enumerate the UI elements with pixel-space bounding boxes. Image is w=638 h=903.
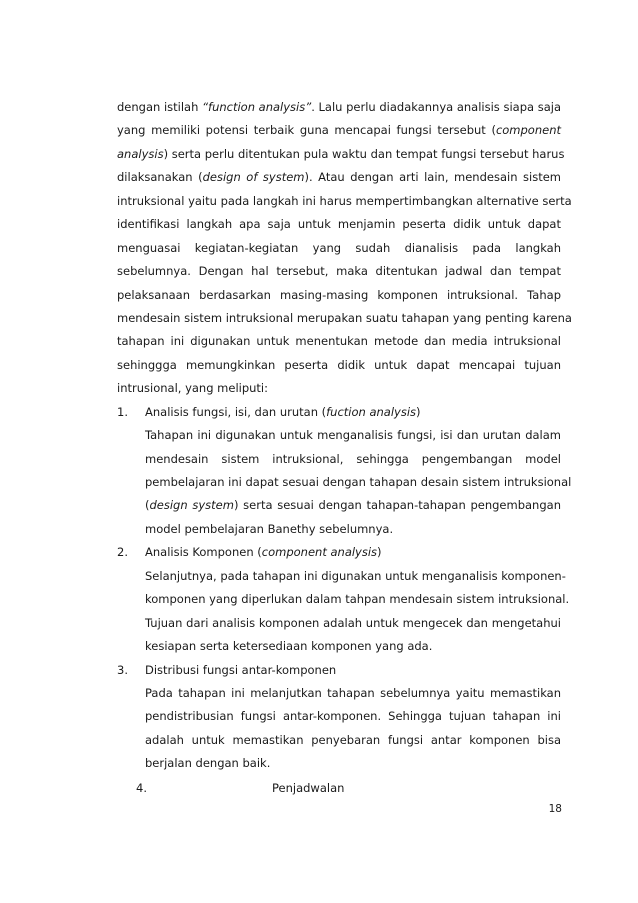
list-heading: Distribusi fungsi antar-komponen	[145, 662, 337, 677]
text-line: (design system) serta sesuai dengan tahapan-tahapan pengembangan	[145, 498, 561, 513]
italic-term: component	[495, 123, 561, 138]
text-line: berjalan dengan baik.	[145, 756, 271, 771]
text-line: kesiapan serta ketersediaan komponen yang ada.	[145, 639, 433, 654]
text-line: Selanjutnya, pada tahapan ini digunakan untuk menganalisis komponen-	[145, 568, 566, 583]
list-item-3	[117, 659, 561, 776]
text-line: mendesain sistem intruksional merupakan suatu tahapan yang penting karena	[117, 310, 572, 325]
text-line: intrusional, yang meliputi:	[117, 381, 269, 396]
list-item-1	[117, 401, 572, 542]
text-line: Tahapan ini digunakan untuk menganalisis fungsi, isi dan urutan dalam	[145, 428, 561, 443]
list-item-4	[136, 778, 356, 798]
page-number: 18	[548, 803, 562, 815]
text-line: pendistribusian fungsi antar-komponen. Sehingga tujuan tahapan ini	[145, 709, 561, 724]
text-line: dengan istilah “function analysis”. Lalu perlu diadakannya analisis siapa saja	[117, 100, 561, 114]
list-number: 3.	[117, 662, 128, 677]
italic-term: analysis	[117, 146, 164, 161]
text-line: komponen yang diperlukan dalam tahpan mendesain sistem intruksional.	[145, 592, 570, 607]
italic-term: component analysis	[261, 545, 378, 560]
text-line: mendesain sistem intruksional, sehingga pengembangan model	[145, 451, 561, 466]
italic-term: design system	[149, 498, 234, 513]
list-heading: Analisis Komponen (component analysis)	[145, 545, 382, 560]
list-heading-line	[117, 401, 561, 424]
list-heading: Analisis fungsi, isi, dan urutan (fuction analysis)	[145, 404, 421, 419]
text-line: pelaksanaan berdasarkan masing-masing komponen intruksional. Tahap	[117, 287, 561, 302]
text-line: analysis) serta perlu ditentukan pula waktu dan tempat fungsi tersebut harus	[117, 146, 565, 161]
list-heading-line	[117, 659, 561, 682]
text-line: sebelumnya. Dengan hal tersebut, maka ditentukan jadwal dan tempat	[117, 264, 561, 279]
italic-term: design of system	[202, 170, 305, 185]
body-text	[117, 96, 572, 776]
list-item-2	[117, 541, 570, 658]
list-number: 2.	[117, 545, 128, 560]
italic-term: “function analysis”	[202, 100, 312, 114]
text-line: Pada tahapan ini melanjutkan tahapan sebelumnya yaitu memastikan	[145, 685, 561, 700]
text-line: adalah untuk memastikan penyebaran fungsi antar komponen bisa	[145, 732, 561, 747]
italic-term: fuction analysis	[326, 404, 417, 419]
text-line: model pembelajaran Banethy sebelumnya.	[145, 521, 394, 536]
text-line: tahapan ini digunakan untuk menentukan metode dan media intruksional	[117, 334, 561, 349]
text-line: yang memiliki potensi terbaik guna mencapai fungsi tersebut (component	[117, 123, 561, 138]
text-line: sehinggga memungkinkan peserta didik untuk dapat mencapai tujuan	[117, 357, 561, 372]
text-line: dilaksanakan (design of system). Atau dengan arti lain, mendesain sistem	[117, 170, 561, 185]
text-line: intruksional yaitu pada langkah ini harus mempertimbangkan alternative serta	[117, 193, 572, 208]
text-line: identifikasi langkah apa saja untuk menjamin peserta didik untuk dapat	[117, 217, 561, 232]
text-line: pembelajaran ini dapat sesuai dengan tahapan desain sistem intruksional	[145, 475, 572, 489]
list-number: 4.	[136, 781, 147, 795]
list-heading: Penjadwalan	[272, 781, 345, 795]
list-number: 1.	[117, 404, 128, 419]
list-heading-line	[117, 541, 561, 564]
text-line: Tujuan dari analisis komponen adalah untuk mengecek dan mengetahui	[145, 615, 561, 630]
text-line: menguasai kegiatan-kegiatan yang sudah dianalisis pada langkah	[117, 240, 561, 255]
